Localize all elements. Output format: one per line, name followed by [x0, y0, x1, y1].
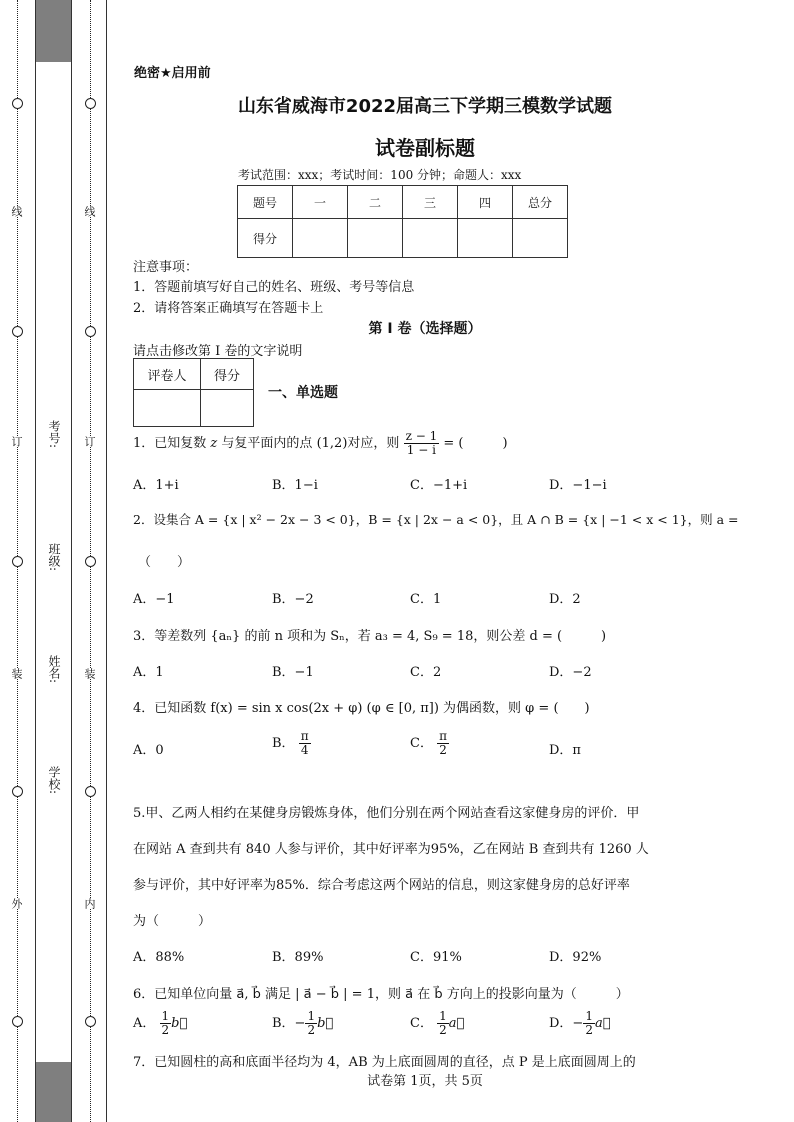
grader-table [133, 358, 254, 427]
notes-title: 注意事项： [133, 260, 199, 275]
option-d[interactable]: D．2 [549, 592, 581, 607]
option-d[interactable]: D．π [549, 743, 581, 758]
field-class: 班级: [47, 543, 61, 572]
fraction [404, 430, 440, 457]
question-2: 2．设集合 A = {x | x² − 2x − 3 < 0}，B = {x | 2x − a < 0}，且 A ∩ B = {x | −1 < x < 1}，则 a = [133, 512, 739, 527]
section-heading: 一、单选题 [268, 385, 338, 401]
option-a[interactable]: A．88% [133, 950, 185, 965]
grader-header: 评卷人 [134, 359, 201, 390]
question-text: 对应，则 [347, 436, 400, 452]
question-5-line: 为（ ） [133, 914, 212, 929]
fraction-numerator: π [439, 729, 447, 743]
fraction [583, 1010, 595, 1037]
page-subtitle: 试卷副标题 [375, 136, 475, 160]
page-footer: 试卷第 1页，共 5页 [367, 1074, 483, 1089]
option-c[interactable]: C．2 [410, 665, 442, 680]
option-c[interactable]: C．−1+i [410, 478, 468, 493]
margin-circle [85, 556, 96, 567]
fraction-numerator: 1 [161, 1009, 170, 1023]
option-label: A． [133, 1016, 156, 1032]
score-header-cell: 二 [348, 186, 403, 219]
margin-label-outer: 订 [10, 436, 23, 447]
grader-cell[interactable] [201, 390, 254, 427]
margin-frame-line [35, 0, 36, 1122]
margin-circle [85, 1016, 96, 1027]
score-header-cell: 总分 [513, 186, 568, 219]
vector-symbol: b⃗ [171, 1016, 188, 1032]
margin-label-inner: 订 [83, 436, 96, 447]
margin-label-inner: 线 [83, 206, 96, 217]
fraction-numerator: 1 [439, 1009, 447, 1023]
question-text: (1,2) [316, 436, 348, 452]
score-header-cell: 一 [293, 186, 348, 219]
part-description: 请点击修改第 I 卷的文字说明 [133, 344, 303, 359]
fraction [437, 1010, 449, 1037]
score-header-cell: 题号 [238, 186, 293, 219]
grader-cell[interactable] [134, 390, 201, 427]
margin-label-inner: 内 [83, 898, 96, 909]
field-exam-number: 考号: [47, 420, 61, 449]
score-header-cell: 四 [458, 186, 513, 219]
score-cell[interactable] [513, 219, 568, 258]
fraction-denominator: 2 [439, 743, 447, 758]
fraction [160, 1010, 172, 1037]
question-5-line: 在网站 A 查到共有 840 人参与评价，其中好评率为95%，乙在网站 B 查到共有 1260 人 [133, 842, 649, 857]
option-b[interactable]: B．−2 [272, 592, 314, 607]
margin-frame-line [71, 0, 72, 1122]
question-1 [133, 430, 508, 457]
option-a[interactable]: A．0 [133, 743, 164, 758]
fraction-numerator: 1 [585, 1009, 593, 1023]
fraction-denominator: 2 [161, 1023, 170, 1038]
vector-symbol: a⃗ [448, 1016, 465, 1032]
margin-label-outer: 外 [10, 898, 23, 909]
field-name: 姓名: [47, 655, 61, 684]
option-d[interactable] [549, 1010, 611, 1037]
option-a[interactable]: A．1 [133, 665, 164, 680]
question-5-line: 5.甲、乙两人相约在某健身房锻炼身体，他们分别在两个网站查看这家健身房的评价．甲 [133, 806, 640, 821]
option-label: B．− [272, 1016, 306, 1032]
option-a[interactable]: A．1+i [133, 478, 179, 493]
score-table [237, 185, 568, 258]
score-header-cell: 三 [403, 186, 458, 219]
margin-label-outer: 线 [10, 206, 23, 217]
question-text: 与复平面内的点 [221, 436, 313, 452]
score-cell[interactable] [403, 219, 458, 258]
question-7: 7．已知圆柱的高和底面半径均为 4，AB 为上底面圆周的直径，点 P 是上底面圆周上的 [133, 1055, 636, 1070]
option-b[interactable]: B．89% [272, 950, 324, 965]
option-a[interactable]: A．−1 [133, 592, 175, 607]
option-label: B． [272, 736, 295, 752]
question-5-line: 参与评价，其中好评率为85%．综合考虑这两个网站的信息，则这家健身房的总好评率 [133, 878, 630, 893]
fraction [299, 730, 311, 757]
fraction-denominator: 2 [307, 1023, 316, 1038]
option-c[interactable]: C．1 [410, 592, 442, 607]
option-b[interactable]: B．1−i [272, 478, 318, 493]
option-label: C． [410, 736, 433, 752]
fraction-numerator: π [300, 729, 309, 743]
option-label: C． [410, 1016, 433, 1032]
note-item: 2．请将答案正确填写在答题卡上 [133, 301, 324, 316]
question-text: = ( ) [443, 436, 508, 452]
part-title: 第 I 卷（选择题） [368, 321, 482, 337]
option-c[interactable]: C．91% [410, 950, 462, 965]
fraction [437, 730, 449, 757]
fraction-denominator: 4 [300, 743, 309, 758]
margin-circle [85, 786, 96, 797]
option-d[interactable]: D．92% [549, 950, 602, 965]
note-item: 1．答题前填写好自己的姓名、班级、考号等信息 [133, 280, 415, 295]
margin-circle [12, 1016, 23, 1027]
option-c[interactable] [410, 730, 449, 757]
question-4: 4．已知函数 f(x) = sin x cos(2x + φ) (φ ∈ [0, π]) 为偶函数，则 φ = ( ) [133, 701, 590, 716]
fraction-denominator: 2 [585, 1023, 593, 1038]
score-cell[interactable] [458, 219, 513, 258]
field-school: 学校: [47, 766, 61, 795]
score-cell[interactable] [293, 219, 348, 258]
option-b[interactable] [272, 1010, 333, 1037]
fraction-denominator: 2 [439, 1023, 447, 1038]
fraction [305, 1010, 317, 1037]
secret-label: 绝密★启用前 [134, 66, 211, 81]
question-2-blank: （ ） [138, 555, 191, 570]
margin-frame-line [106, 0, 107, 1122]
margin-label-outer: 装 [10, 668, 23, 679]
margin-circle [12, 786, 23, 797]
question-6: 6．已知单位向量 a⃗, b⃗ 满足 | a⃗ − b⃗ | = 1，则 a⃗ 在 b⃗ 方向上的投影向量为（ ） [133, 987, 629, 1002]
score-row-label: 得分 [238, 219, 293, 258]
page-title: 山东省威海市2022届高三下学期三模数学试题 [237, 96, 613, 117]
fraction-numerator: z − 1 [405, 429, 438, 443]
vector-symbol: b⃗ [317, 1016, 334, 1032]
margin-gray-block-top [35, 0, 71, 62]
option-b[interactable]: B．−1 [272, 665, 314, 680]
option-d[interactable]: D．−2 [549, 665, 592, 680]
score-cell[interactable] [348, 219, 403, 258]
option-label: D．− [549, 1016, 584, 1032]
vector-symbol: a⃗ [594, 1016, 611, 1032]
option-b[interactable] [272, 730, 311, 757]
question-text: z [210, 436, 218, 452]
fraction-denominator: 1 − i [406, 443, 436, 458]
exam-info: 考试范围：xxx；考试时间：100 分钟；命题人：xxx [238, 168, 522, 182]
margin-label-inner: 装 [83, 668, 96, 679]
question-text: 1．已知复数 [133, 436, 207, 452]
option-a[interactable] [133, 1010, 187, 1037]
option-c[interactable] [410, 1010, 464, 1037]
margin-circle [12, 556, 23, 567]
fraction-numerator: 1 [307, 1009, 316, 1023]
question-3: 3．等差数列 {aₙ} 的前 n 项和为 Sₙ，若 a₃ = 4, S₉ = 18，则公差 d = ( ) [133, 629, 607, 644]
grader-header: 得分 [201, 359, 254, 390]
option-d[interactable]: D．−1−i [549, 478, 607, 493]
